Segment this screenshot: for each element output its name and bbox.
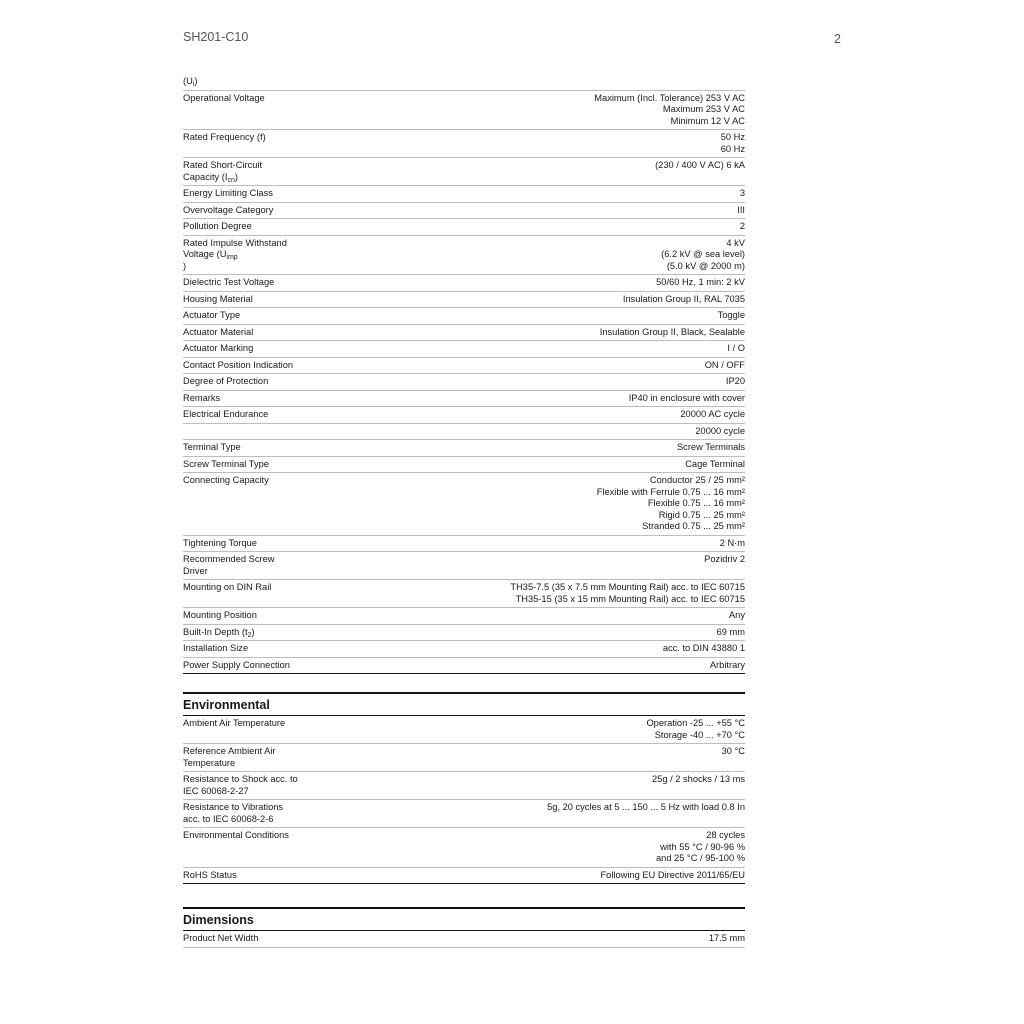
spec-label-subscript: cn	[227, 176, 235, 184]
spec-row	[183, 341, 745, 358]
spec-row	[183, 407, 745, 424]
spec-value: 69 mm	[716, 626, 745, 637]
technical-spec-table	[183, 74, 745, 674]
spec-row	[183, 800, 745, 828]
spec-label-suffix: )	[183, 260, 187, 271]
spec-value: 20000 AC cycle	[680, 409, 745, 419]
spec-row	[183, 716, 745, 744]
spec-label-subscript: 2	[247, 631, 252, 639]
spec-label	[183, 310, 298, 322]
spec-row	[183, 374, 745, 391]
section-heading: Environmental	[183, 692, 745, 716]
spec-label-text: (U	[183, 76, 193, 86]
spec-row	[183, 358, 745, 375]
spec-label	[183, 205, 298, 217]
spec-label-text: Degree of Protection	[183, 376, 269, 386]
spec-label	[183, 132, 298, 155]
spec-label-subscript: imp	[226, 254, 238, 261]
spec-label	[183, 393, 298, 405]
spec-value: 5g, 20 cycles at 5 ... 150 ... 5 Hz with load 0.8 In	[547, 802, 745, 812]
spec-label-text: Actuator Material	[183, 326, 254, 337]
spec-value: 2 N·m	[719, 537, 745, 548]
spec-label-text: Mounting Position	[183, 610, 257, 620]
spec-row	[183, 580, 745, 608]
spec-label-text: Energy Limiting Class	[183, 188, 273, 198]
spec-value: 2	[739, 221, 745, 231]
spec-value: I / O	[727, 343, 745, 353]
spec-row	[183, 473, 745, 536]
spec-label-text: Tightening Torque	[183, 537, 257, 548]
spec-label-text: Ambient Air Temperature	[183, 718, 286, 728]
page-number: 2	[834, 32, 841, 46]
spec-row	[183, 457, 745, 474]
spec-value: IP20	[725, 376, 745, 386]
spec-label	[183, 538, 298, 550]
spec-row	[183, 772, 745, 800]
spec-label-text: Resistance to Vibrations acc. to IEC 60068-2-6	[183, 802, 284, 824]
spec-label	[183, 774, 298, 797]
spec-label	[183, 426, 298, 438]
spec-label	[183, 360, 298, 372]
spec-value: acc. to DIN 43880 1	[662, 643, 745, 653]
spec-row	[183, 744, 745, 772]
spec-label	[183, 459, 298, 471]
spec-label-text: Pollution Degree	[183, 221, 252, 231]
spec-label	[183, 718, 298, 741]
spec-label	[183, 277, 298, 289]
environmental-table	[183, 716, 745, 884]
section-heading: Dimensions	[183, 907, 745, 931]
spec-label-text: Actuator Type	[183, 310, 241, 320]
spec-row	[183, 203, 745, 220]
spec-value: (230 / 400 V AC) 6 kA	[655, 160, 745, 170]
spec-label	[183, 554, 298, 577]
spec-label-text: Overvoltage Category	[183, 204, 274, 215]
spec-label-text: Recommended Screw Driver	[183, 554, 275, 576]
spec-label	[183, 870, 298, 882]
spec-label	[183, 343, 298, 355]
spec-label-suffix: )	[251, 626, 255, 637]
spec-label-text: Mounting on DIN Rail	[183, 582, 272, 592]
spec-value: Insulation Group II, Black, Sealable	[599, 326, 745, 337]
spec-value: Maximum (Incl. Tolerance) 253 V AC Maximum 253 V AC Minimum 12 V AC	[594, 92, 745, 126]
spec-label-text: Power Supply Connection	[183, 659, 290, 670]
spec-value: Arbitrary	[709, 659, 745, 670]
spec-value: ON / OFF	[704, 359, 745, 370]
spec-label-text: Housing Material	[183, 293, 253, 304]
spec-value: TH35-7.5 (35 x 7.5 mm Mounting Rail) acc. to IEC 60715 TH35-15 (35 x 15 mm Mounting Rail) acc. to IEC 60715	[510, 582, 745, 604]
spec-label	[183, 409, 298, 421]
spec-value: 28 cycles with 55 °C / 90-96 % and 25 °C / 95-100 %	[656, 830, 745, 863]
spec-row	[183, 130, 745, 158]
spec-value: 20000 cycle	[695, 425, 745, 436]
spec-label-text: Operational Voltage	[183, 92, 265, 103]
spec-label-suffix: )	[194, 76, 198, 86]
spec-row	[183, 828, 745, 868]
spec-value: Toggle	[717, 310, 745, 320]
spec-label	[183, 475, 298, 533]
spec-label-text: Rated Frequency (f)	[183, 132, 266, 142]
spec-value: Cage Terminal	[685, 458, 745, 469]
spec-row	[183, 536, 745, 553]
spec-value: III	[737, 204, 745, 215]
spec-value: Any	[728, 610, 745, 620]
spec-value: 17.5 mm	[708, 933, 745, 943]
spec-value: Screw Terminals	[676, 442, 745, 452]
spec-value: Pozidriv 2	[704, 554, 745, 564]
spec-row	[183, 424, 745, 441]
environmental-section	[183, 692, 745, 884]
spec-label	[183, 627, 298, 639]
spec-row	[183, 275, 745, 292]
spec-label	[183, 830, 298, 865]
spec-label	[183, 294, 298, 306]
spec-row	[183, 391, 745, 408]
spec-value: Insulation Group II, RAL 7035	[622, 293, 745, 304]
spec-label	[183, 582, 298, 605]
spec-label-text: Electrical Endurance	[183, 409, 269, 419]
spec-row	[183, 658, 745, 675]
spec-label-suffix: )	[234, 171, 238, 182]
spec-label	[183, 660, 298, 672]
spec-value: 30 °C	[721, 746, 745, 756]
spec-row	[183, 440, 745, 457]
spec-label	[183, 376, 298, 388]
spec-label	[183, 76, 298, 88]
spec-row	[183, 91, 745, 131]
spec-label-text: Remarks	[183, 392, 221, 403]
spec-row	[183, 219, 745, 236]
spec-label	[183, 643, 298, 655]
spec-row	[183, 236, 745, 276]
spec-label-text: Resistance to Shock acc. to IEC 60068-2-27	[183, 774, 298, 796]
spec-label	[183, 802, 298, 825]
spec-label-text: Screw Terminal Type	[183, 458, 269, 469]
spec-label	[183, 327, 298, 339]
spec-label	[183, 610, 298, 622]
spec-label-text: Product Net Width	[183, 933, 259, 943]
spec-label	[183, 933, 298, 945]
spec-row	[183, 868, 745, 885]
dimensions-table	[183, 931, 745, 948]
spec-label-text: Dielectric Test Voltage	[183, 277, 275, 287]
spec-label	[183, 221, 298, 233]
dimensions-section	[183, 907, 745, 948]
spec-label	[183, 93, 298, 128]
spec-value: Following EU Directive 2011/65/EU	[600, 869, 745, 880]
spec-label-text: Connecting Capacity	[183, 475, 269, 485]
spec-label	[183, 188, 298, 200]
spec-label	[183, 238, 298, 273]
spec-value: Operation -25 ... +55 °C Storage -40 ... +70 °C	[646, 718, 745, 740]
spec-label	[183, 746, 298, 769]
spec-value: IP40 in enclosure with cover	[628, 392, 745, 403]
spec-row	[183, 186, 745, 203]
spec-row	[183, 325, 745, 342]
spec-value: 50/60 Hz, 1 min: 2 kV	[656, 277, 745, 287]
spec-label	[183, 442, 298, 454]
spec-label-text: Reference Ambient Air Temperature	[183, 746, 276, 768]
spec-row	[183, 292, 745, 309]
spec-label-text: Actuator Marking	[183, 343, 254, 353]
spec-label-text: Rated Short-Circuit Capacity (I	[183, 160, 263, 182]
spec-row	[183, 641, 745, 658]
spec-value: 25g / 2 shocks / 13 ms	[651, 774, 745, 784]
document-title: SH201-C10	[183, 30, 249, 44]
spec-row	[183, 625, 745, 642]
spec-value: 50 Hz 60 Hz	[720, 132, 745, 154]
spec-row	[183, 552, 745, 580]
spec-row	[183, 608, 745, 625]
spec-label-text: RoHS Status	[183, 869, 237, 880]
spec-label-text: Environmental Conditions	[183, 830, 289, 840]
spec-label-subscript: i	[192, 81, 195, 88]
spec-label-text: Built-In Depth (t	[183, 626, 248, 637]
spec-label-text: Terminal Type	[183, 442, 241, 452]
spec-row	[183, 74, 745, 91]
spec-label	[183, 160, 298, 183]
spec-label-text: Installation Size	[183, 643, 249, 653]
spec-value: Conductor 25 / 25 mm² Flexible with Ferrule 0.75 ... 16 mm² Flexible 0.75 ... 16 mm² Rigid 0.75 ... 25 mm² Stranded 0.75 ... 25 mm²	[596, 475, 745, 531]
spec-row	[183, 158, 745, 186]
spec-row	[183, 931, 745, 948]
spec-value: 3	[739, 188, 745, 198]
spec-label-text: Contact Position Indication	[183, 359, 294, 370]
spec-value: 4 kV (6.2 kV @ sea level) (5.0 kV @ 2000 m)	[661, 237, 745, 271]
spec-row	[183, 308, 745, 325]
spec-label-text: Rated Impulse Withstand Voltage (U	[183, 237, 287, 259]
